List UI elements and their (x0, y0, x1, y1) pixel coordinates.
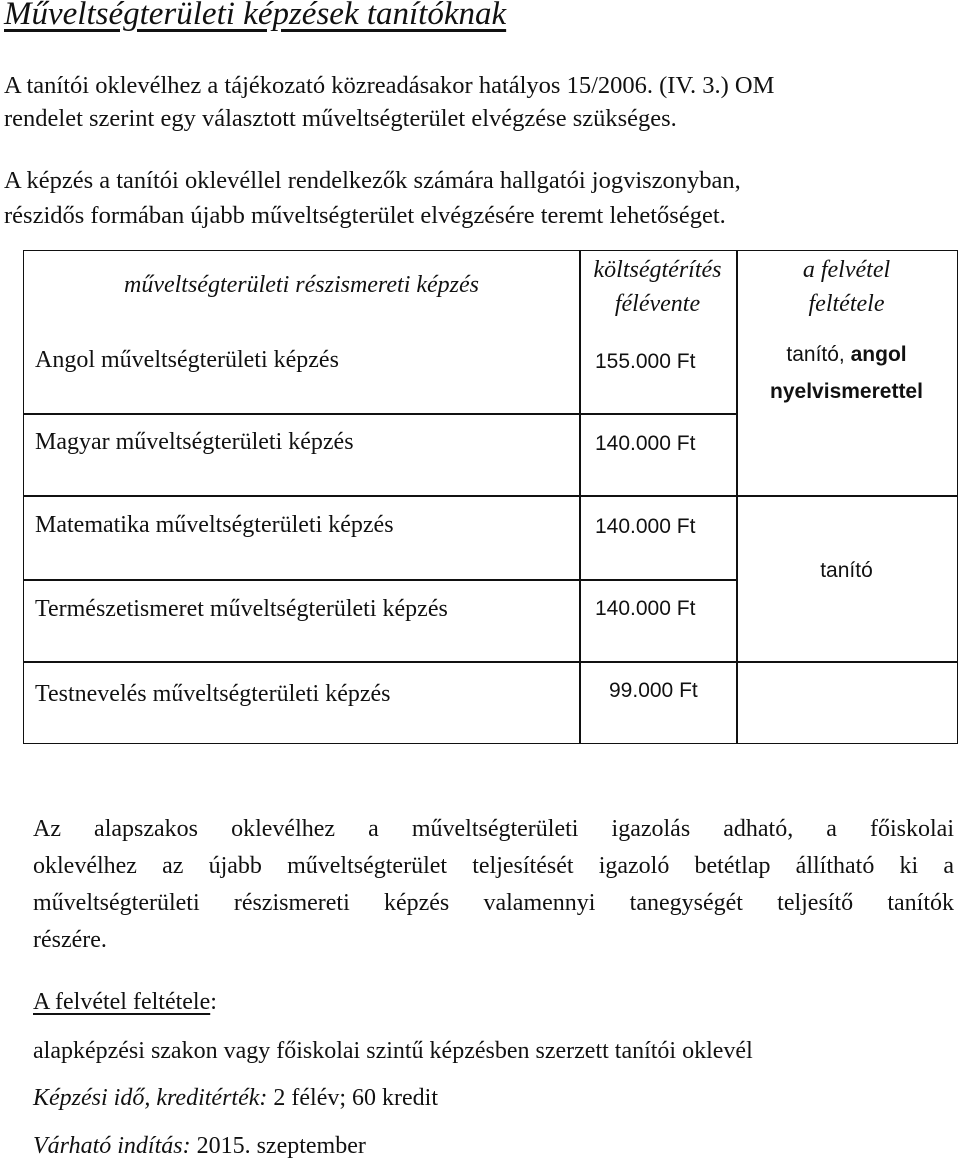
header-condition-line: a felvétel (802, 257, 891, 283)
duration-label: Képzési idő, kreditérték: (33, 1085, 268, 1111)
admission-label (33, 985, 217, 1019)
condition-angol-line2: nyelvismerettel (770, 380, 923, 403)
table-divider (24, 413, 737, 415)
table-row-fee: 140.000 Ft (595, 597, 696, 620)
table-row-course: Magyar műveltségterületi képzés (35, 429, 354, 455)
table-divider (24, 661, 957, 663)
intro-paragraph-1 (4, 69, 774, 136)
header-condition-line: feltétele (808, 291, 885, 317)
header-fee (579, 253, 736, 321)
header-course: műveltségterületi részismereti képzés (123, 272, 480, 298)
intro-line: A tanítói oklevélhez a tájékozató közreadásakor hatályos 15/2006. (IV. 3.) OM (4, 72, 775, 99)
duration-line (33, 1081, 438, 1115)
condition-other: tanító (820, 559, 873, 582)
table-divider (579, 251, 581, 743)
table-row-course: Angol műveltségterületi képzés (35, 347, 339, 373)
info-line: műveltségterületi részismereti képzés valamennyi tanegységét teljesítő tanítók (33, 890, 954, 916)
start-value: 2015. szeptember (190, 1133, 366, 1159)
duration-value: 2 félév; 60 kredit (267, 1085, 438, 1111)
condition-angol (736, 338, 957, 409)
table-row-fee: 99.000 Ft (609, 679, 698, 702)
table-divider (736, 251, 738, 743)
table-row-course: Testnevelés műveltségterületi képzés (35, 681, 391, 707)
table-divider (24, 495, 957, 497)
admission-colon: : (210, 989, 217, 1015)
header-condition (736, 253, 957, 321)
intro-paragraph-2 (4, 164, 741, 233)
info-paragraph (33, 811, 954, 959)
info-line: részére. (33, 927, 107, 953)
admission-text: alapképzési szakon vagy főiskolai szintű képzésben szerzett tanítói oklevél (33, 1038, 753, 1064)
intro-line: rendelet szerint egy választott műveltségterület elvégzése szükséges. (4, 105, 677, 132)
table-divider (24, 579, 737, 581)
admission-label-text: A felvétel feltétele (33, 989, 211, 1015)
start-line (33, 1129, 366, 1163)
page-title: Műveltségterületi képzések tanítóknak (4, 0, 507, 32)
courses-table (23, 250, 958, 744)
intro-line: A képzés a tanítói oklevéllel rendelkezők számára hallgatói jogviszonyban, (4, 167, 741, 194)
table-row-fee: 140.000 Ft (595, 432, 696, 455)
intro-line: részidős formában újabb műveltségterület elvégzésére teremt lehetőséget. (4, 202, 726, 229)
table-row-course: Matematika műveltségterületi képzés (35, 512, 394, 538)
header-fee-line: félévente (614, 291, 701, 317)
info-line: Az alapszakos oklevélhez a műveltségterületi igazolás adható, a főiskolai (33, 816, 954, 842)
start-label: Várható indítás: (33, 1133, 191, 1159)
table-row-fee: 155.000 Ft (595, 350, 696, 373)
table-row-course: Természetismeret műveltségterületi képzés (35, 596, 448, 622)
header-fee-line: költségtérítés (593, 257, 722, 283)
info-line: oklevélhez az újabb műveltségterület teljesítését igazoló betétlap állítható ki a (33, 853, 954, 879)
condition-bold: angol (850, 343, 907, 366)
condition-prefix: tanító, (786, 343, 851, 366)
table-row-fee: 140.000 Ft (595, 515, 696, 538)
condition-angol-line1 (736, 338, 957, 372)
